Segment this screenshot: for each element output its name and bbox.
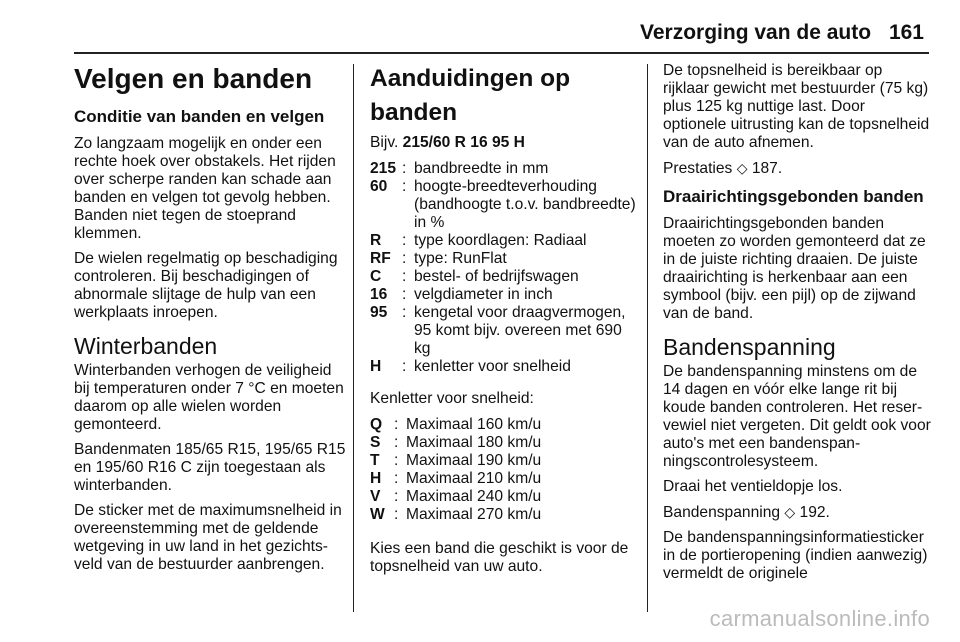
paragraph: De wielen regelmatig op beschadiging controleren. Bij beschadigingen of abnormale slijtage de hulp van een werkplaats inroepen. bbox=[74, 250, 338, 321]
reference-arrow-icon: ◇ bbox=[736, 160, 748, 176]
list-item: Q : Maximaal 160 km/u bbox=[370, 416, 542, 433]
heading-tyre-pressure: Bandenspanning bbox=[663, 334, 836, 360]
list-item: 60 : hoogte-breedteverhouding (bandhoogte t.o.v. bandbreedte) in % bbox=[370, 178, 636, 231]
tyre-code-list bbox=[370, 160, 638, 376]
list-item: 215 : bandbreedte in mm bbox=[370, 160, 549, 177]
paragraph: De bandenspanning minstens om de 14 dagen en vóór elke lange rit bij koude banden controleren. Het reservewiel niet vergeten. Dit geldt ook voor auto's met een bandenspanningscontrolesysteem. bbox=[663, 363, 931, 470]
reference-arrow-icon: ◇ bbox=[784, 504, 796, 520]
list-item: W : Maximaal 270 km/u bbox=[370, 506, 542, 523]
page-link[interactable]: 187. bbox=[751, 160, 783, 177]
column-divider-2 bbox=[647, 64, 648, 612]
example-line bbox=[370, 134, 638, 152]
column-left bbox=[74, 62, 346, 581]
paragraph: Zo langzaam mogelijk en onder een rechte hoek over obstakels. Het rijden over scherpe randen kan schade aan banden en velgen tot gevolg hebben. Banden niet tegen de stoeprand klemmen. bbox=[74, 135, 336, 242]
section-title: Verzorging van de auto bbox=[640, 21, 872, 44]
page-link[interactable]: 192. bbox=[799, 504, 830, 521]
heading-directional-tyres: Draairichtingsgebonden banden bbox=[663, 187, 924, 206]
column-right bbox=[663, 62, 931, 590]
cross-reference-performance: Prestaties ◇ 187. bbox=[663, 160, 783, 177]
paragraph: Winterbanden verhogen de veiligheid bij temperaturen onder 7 °C en moeten daarom op alle wielen worden gemonteerd. bbox=[74, 362, 344, 433]
paragraph: De bandenspanningsinformatiesticker in de portieropening (indien aanwezig) vermeldt de originele bbox=[663, 529, 928, 582]
list-item: RF : type: RunFlat bbox=[370, 250, 507, 267]
cross-reference-pressure: Bandenspanning ◇ 192. bbox=[663, 504, 830, 521]
paragraph: Draai het ventieldopje los. bbox=[663, 478, 843, 495]
page-title: Velgen en banden bbox=[74, 63, 313, 94]
list-item: H : kenletter voor snelheid bbox=[370, 358, 571, 375]
heading-winter-tyres: Winterbanden bbox=[74, 333, 218, 359]
list-item: V : Maximaal 240 km/u bbox=[370, 488, 542, 505]
page-number: 161 bbox=[888, 21, 924, 44]
list-item: C : bestel- of bedrijfswagen bbox=[370, 268, 579, 285]
list-item: H : Maximaal 210 km/u bbox=[370, 470, 542, 487]
list-item: T : Maximaal 190 km/u bbox=[370, 452, 542, 469]
paragraph: De sticker met de maximumsnelheid in overeenstemming met de geldende wetgeving in uw land in het gezichtsveld van de bestuurder aanbrengen. bbox=[74, 502, 342, 573]
column-middle bbox=[370, 62, 638, 583]
paragraph: Draairichtingsgebonden banden moeten zo worden gemonteerd dat ze in de juiste richting draaien. De juiste draairichting is herkenbaar aan een symbool (bijv. een pijl) op de zijwand van de band. bbox=[663, 215, 926, 322]
list-item: 16 : velgdiameter in inch bbox=[370, 286, 553, 303]
watermark: carmanualsonline.info bbox=[709, 606, 930, 631]
heading-tyre-markings: Aanduidingen op banden bbox=[370, 65, 571, 126]
example-prefix: Bijv. bbox=[370, 134, 399, 151]
column-divider-1 bbox=[353, 64, 354, 612]
list-item: R : type koordlagen: Radiaal bbox=[370, 232, 587, 249]
header-divider bbox=[74, 52, 929, 54]
paragraph: Kies een band die geschikt is voor de topsnelheid van uw auto. bbox=[370, 540, 629, 575]
paragraph: Bandenmaten 185/65 R15, 195/65 R15 en 195/60 R16 C zijn toegestaan als winterbanden. bbox=[74, 441, 346, 494]
example-code: 215/60 R 16 95 H bbox=[402, 134, 525, 151]
speed-intro: Kenletter voor snelheid: bbox=[370, 390, 534, 407]
paragraph: De topsnelheid is bereikbaar op rijklaar gewicht met bestuurder (75 kg) plus 125 kg nuttige last. Door optionele uitrusting kan de topsnelheid van de auto afnemen. bbox=[663, 62, 930, 151]
list-item: S : Maximaal 180 km/u bbox=[370, 434, 542, 451]
subheading-condition: Conditie van banden en velgen bbox=[74, 107, 325, 126]
speed-code-list bbox=[370, 416, 638, 524]
list-item: 95 : kengetal voor draagvermogen, 95 komt bijv. overeen met 690 kg bbox=[370, 304, 626, 357]
